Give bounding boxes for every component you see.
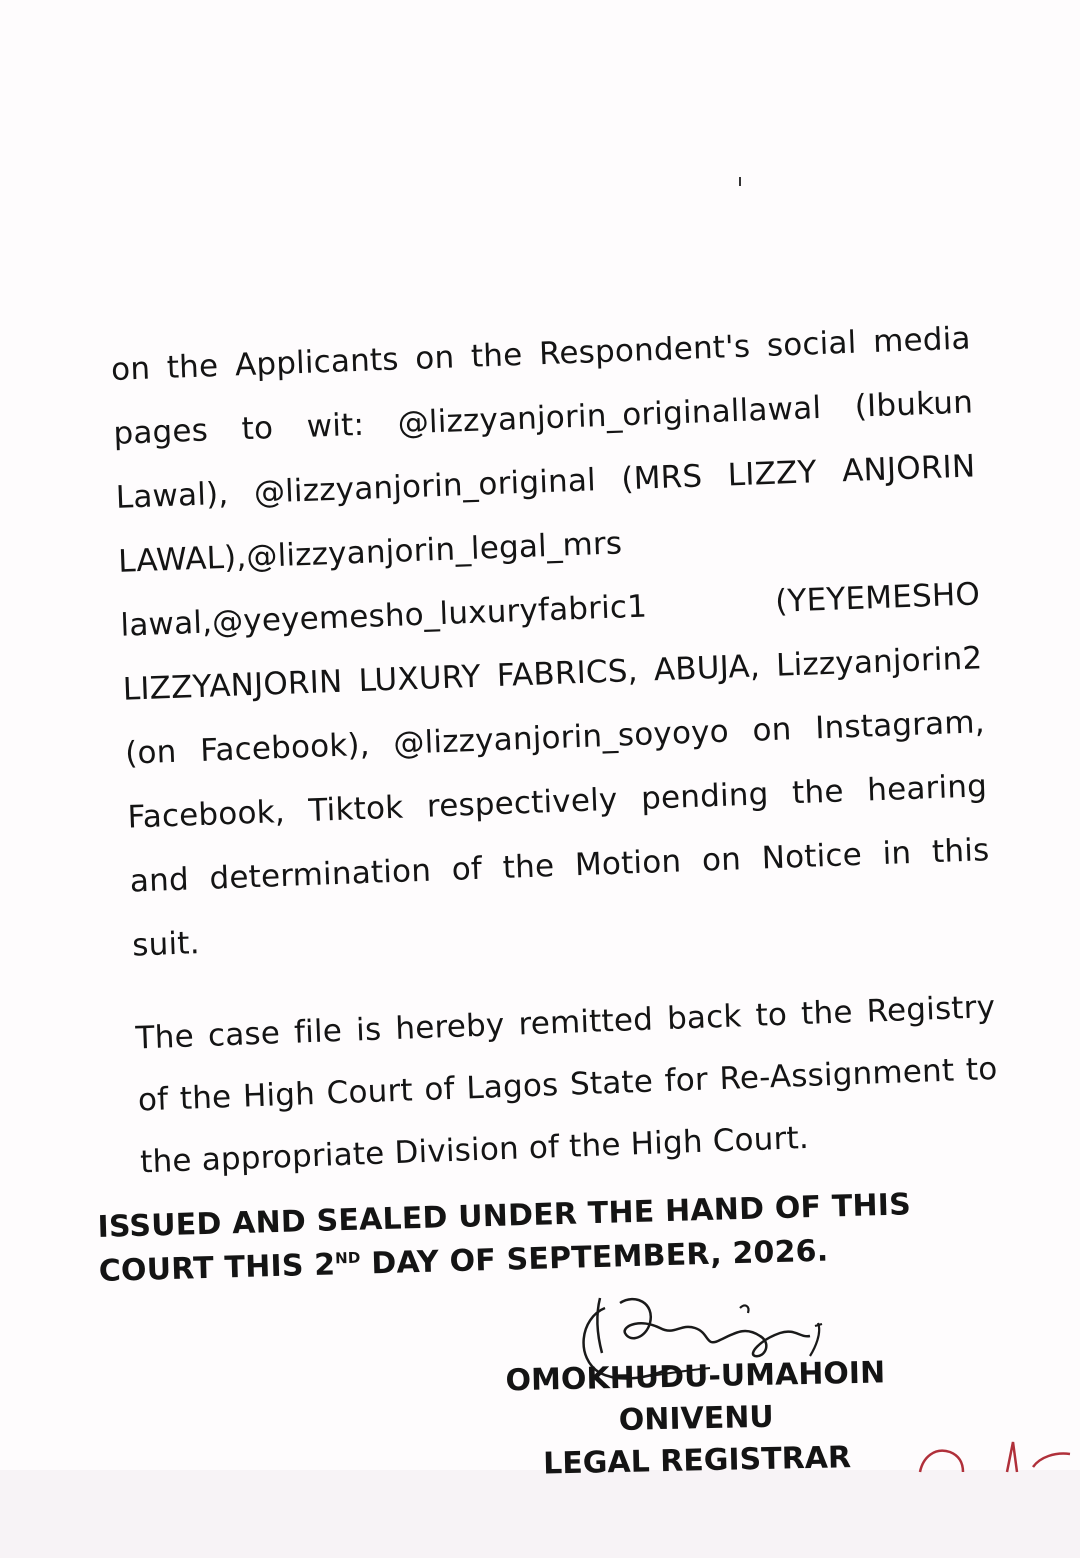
order-text-body xyxy=(110,306,1001,1193)
signatory-block xyxy=(425,1351,968,1488)
paragraph-2 xyxy=(135,976,1001,1193)
text-segment: (YEYEMESHO xyxy=(774,576,981,620)
ordinal-superscript: ND xyxy=(334,1248,361,1268)
text-line: suit. xyxy=(131,925,201,964)
text-line: Lawal), @lizzyanjorin_original (MRS LIZZY ANJORIN xyxy=(115,448,976,516)
text-line: LIZZYANJORIN LUXURY FABRICS, ABUJA, Lizzyanjorin2 xyxy=(122,640,983,708)
issued-line-1: ISSUED AND SEALED UNDER THE HAND OF THIS xyxy=(97,1187,912,1245)
paragraph-1 xyxy=(110,306,993,977)
text-line: on the Applicants on the Respondent's social media xyxy=(110,320,972,388)
issued-line-2-prefix: COURT THIS 2 xyxy=(98,1247,336,1289)
text-line: LAWAL),@lizzyanjorin_legal_mrs xyxy=(117,525,623,580)
issued-line-2-suffix: DAY OF SEPTEMBER, 2026. xyxy=(360,1233,829,1282)
text-line: Facebook, Tiktok respectively pending the hearing xyxy=(126,768,988,836)
stray-ink-mark xyxy=(739,177,741,186)
text-segment: lawal,@yeyemesho_luxuryfabric1 xyxy=(119,588,648,644)
text-line: and determination of the Motion on Notice in this xyxy=(129,832,991,900)
text-line: of the High Court of Lagos State for Re-Assignment to xyxy=(137,1050,999,1119)
text-line: (on Facebook), @lizzyanjorin_soyoyo on Instagram, xyxy=(124,704,986,772)
text-line: The case file is hereby remitted back to the Registry xyxy=(135,989,996,1057)
signatory-name: OMOKHUDU-UMAHOIN ONIVENU xyxy=(505,1355,886,1438)
text-line: the appropriate Division of the High Court. xyxy=(139,1119,810,1181)
text-line: pages to wit: @lizzyanjorin_originallawal (Ibukun xyxy=(112,384,974,452)
signatory-title: LEGAL REGISTRAR xyxy=(542,1440,852,1482)
partial-stamp-mark xyxy=(915,1432,1075,1482)
